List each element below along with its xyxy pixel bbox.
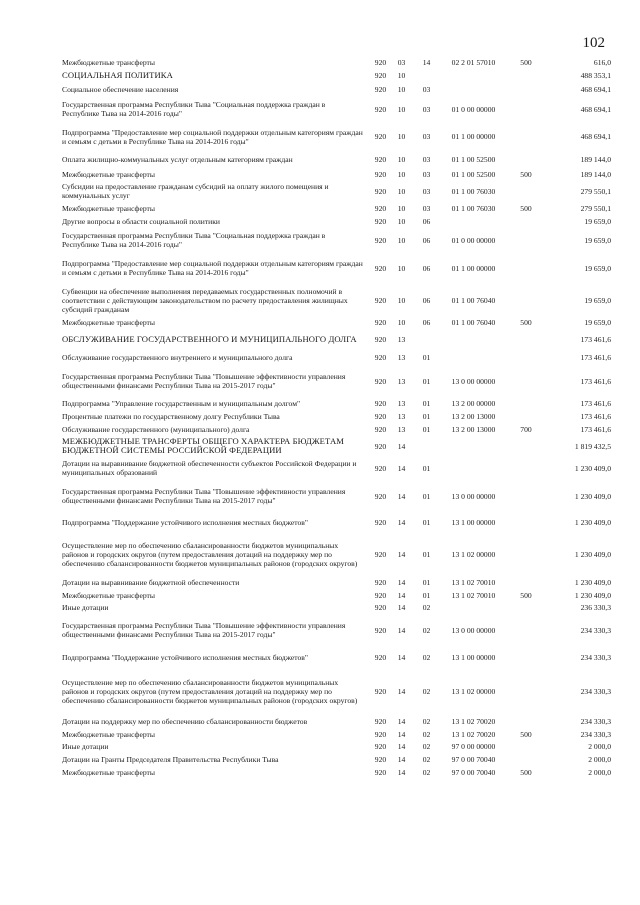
row-amount: 1 230 409,0 <box>574 590 611 600</box>
row-target-article: 13 1 02 70010 <box>451 590 496 600</box>
row-section-code: 13 <box>397 352 406 362</box>
row-subsection-code: 06 <box>422 235 431 245</box>
row-expense-type: 500 <box>520 729 532 739</box>
row-subsection-code: 14 <box>422 58 431 67</box>
row-target-article: 13 0 00 00000 <box>451 491 496 501</box>
row-subsection-code: 01 <box>422 425 431 434</box>
row-section-code: 10 <box>397 295 406 305</box>
row-target-article: 13 1 02 00000 <box>451 549 496 559</box>
row-target-article: 01 0 00 00000 <box>451 235 496 245</box>
row-subsection-code <box>412 69 441 82</box>
table-row <box>62 589 611 601</box>
row-expense-type: 500 <box>520 58 532 67</box>
row-department-code: 920 <box>374 549 387 559</box>
row-expense-type <box>506 365 546 397</box>
row-amount: 236 330,3 <box>580 603 611 612</box>
budget-table-body <box>62 56 611 778</box>
row-amount: 1 230 409,0 <box>574 578 611 587</box>
row-expense-type: 700 <box>520 425 532 434</box>
row-department-code: 920 <box>374 463 387 473</box>
row-amount: 279 550,1 <box>580 203 611 213</box>
row-section-code: 10 <box>397 186 406 196</box>
row-amount: 616,0 <box>593 58 611 67</box>
row-target-article: 01 1 00 52500 <box>451 155 496 164</box>
row-section-code: 14 <box>397 578 406 587</box>
row-expense-type <box>506 329 546 349</box>
row-target-article <box>441 215 506 228</box>
row-target-article <box>441 601 506 614</box>
row-expense-type <box>506 532 546 576</box>
row-expense-type <box>506 480 546 512</box>
table-row <box>62 456 611 480</box>
row-section-code: 14 <box>397 491 406 501</box>
row-amount: 173 461,6 <box>580 352 611 362</box>
row-expense-type <box>506 410 546 423</box>
row-target-article <box>441 82 506 97</box>
row-subsection-code: 06 <box>422 318 431 327</box>
row-expense-type <box>506 456 546 480</box>
row-name: Межбюджетные трансферты <box>62 767 155 777</box>
row-subsection-code: 01 <box>422 463 431 473</box>
table-row <box>62 365 611 397</box>
row-amount: 468 694,1 <box>580 85 611 94</box>
row-subsection-code: 03 <box>422 203 431 213</box>
row-amount: 279 550,1 <box>580 186 611 196</box>
row-target-article: 13 1 02 70010 <box>451 578 496 587</box>
table-row <box>62 753 611 766</box>
row-section-code: 10 <box>397 85 406 94</box>
row-subsection-code: 01 <box>422 352 431 362</box>
row-name: Межбюджетные трансферты <box>62 58 155 67</box>
row-expense-type <box>506 397 546 410</box>
row-department-code: 920 <box>374 716 387 726</box>
row-expense-type <box>506 82 546 97</box>
row-name: Обслуживание государственного внутреннего и муниципального долга <box>62 352 293 362</box>
row-name: Подпрограмма "Предоставление мер социальной поддержки отдельным категориям граждан и семьям с детьми в Республике Тыва на 2014-2016 годы" <box>62 259 363 277</box>
row-section-code: 13 <box>397 334 406 344</box>
table-row <box>62 512 611 532</box>
row-subsection-code: 02 <box>422 716 431 726</box>
row-subsection-code: 03 <box>422 132 431 141</box>
row-amount: 19 659,0 <box>584 217 611 226</box>
row-name: Подпрограмма "Управление государственным и муниципальным долгом" <box>62 399 301 408</box>
row-department-code: 920 <box>374 652 387 662</box>
row-subsection-code: 03 <box>422 186 431 196</box>
row-subsection-code: 06 <box>422 295 431 305</box>
row-target-article: 01 1 00 52500 <box>451 169 496 179</box>
row-target-article: 13 1 02 70020 <box>451 729 496 739</box>
row-section-code: 14 <box>397 517 406 527</box>
row-target-article: 13 1 02 00000 <box>451 686 496 696</box>
row-subsection-code: 02 <box>422 742 431 751</box>
row-department-code: 920 <box>374 729 387 739</box>
row-subsection-code: 02 <box>422 755 431 764</box>
table-row <box>62 228 611 252</box>
row-name: Межбюджетные трансферты <box>62 729 155 739</box>
budget-table <box>62 56 611 778</box>
row-section-code: 14 <box>397 549 406 559</box>
row-target-article: 01 1 00 76040 <box>451 295 496 305</box>
row-expense-type <box>506 753 546 766</box>
row-expense-type <box>506 97 546 121</box>
row-target-article: 13 1 00 00000 <box>451 517 496 527</box>
row-subsection-code: 06 <box>422 263 431 273</box>
row-department-code: 920 <box>374 186 387 196</box>
row-amount: 468 694,1 <box>580 104 611 114</box>
row-subsection-code <box>412 436 441 456</box>
row-amount: 19 659,0 <box>584 295 611 305</box>
row-expense-type <box>506 69 546 82</box>
row-department-code: 920 <box>374 132 387 141</box>
row-subsection-code: 01 <box>422 399 431 408</box>
row-expense-type: 500 <box>520 203 532 213</box>
row-department-code: 920 <box>374 755 387 764</box>
row-subsection-code: 02 <box>422 729 431 739</box>
row-expense-type: 500 <box>520 590 532 600</box>
row-name: Подпрограмма "Поддержание устойчивого исполнения местных бюджетов" <box>62 517 308 527</box>
row-name: Межбюджетные трансферты <box>62 203 155 213</box>
row-amount: 173 461,6 <box>580 399 611 408</box>
row-name: Социальное обеспечение населения <box>62 85 179 94</box>
table-row <box>62 121 611 152</box>
row-amount: 234 330,3 <box>580 686 611 696</box>
row-section-code: 03 <box>397 58 406 67</box>
row-department-code: 920 <box>374 71 387 80</box>
row-section-code: 13 <box>397 412 406 421</box>
row-section-code: 10 <box>397 169 406 179</box>
row-subsection-code: 03 <box>422 85 431 94</box>
row-section-code: 14 <box>397 603 406 612</box>
row-subsection-code: 03 <box>422 155 431 164</box>
row-amount: 488 353,1 <box>580 71 611 80</box>
table-row <box>62 349 611 365</box>
row-expense-type: 500 <box>520 767 532 777</box>
row-section-code: 14 <box>397 716 406 726</box>
table-row <box>62 423 611 436</box>
table-row <box>62 397 611 410</box>
row-subsection-code: 01 <box>422 549 431 559</box>
row-section-code: 10 <box>397 203 406 213</box>
row-amount: 19 659,0 <box>584 263 611 273</box>
row-amount: 173 461,6 <box>580 334 611 344</box>
row-target-article: 97 0 00 00000 <box>451 742 496 751</box>
row-section-code: 10 <box>397 318 406 327</box>
table-row <box>62 56 611 69</box>
row-expense-type <box>506 436 546 456</box>
row-amount: 468 694,1 <box>580 132 611 141</box>
row-department-code: 920 <box>374 441 387 451</box>
table-row <box>62 181 611 201</box>
row-amount: 1 230 409,0 <box>574 517 611 527</box>
row-department-code: 920 <box>374 625 387 635</box>
row-amount: 19 659,0 <box>584 235 611 245</box>
row-target-article: 13 0 00 00000 <box>451 625 496 635</box>
table-row <box>62 167 611 181</box>
row-subsection-code: 01 <box>422 590 431 600</box>
table-row <box>62 614 611 646</box>
row-department-code: 920 <box>374 318 387 327</box>
row-target-article: 13 2 00 13000 <box>451 412 496 421</box>
row-name: Процентные платежи по государственному долгу Республики Тыва <box>62 412 280 421</box>
row-subsection-code <box>412 329 441 349</box>
row-amount: 2 000,0 <box>588 767 611 777</box>
table-row <box>62 646 611 668</box>
table-row <box>62 82 611 97</box>
row-subsection-code: 01 <box>422 412 431 421</box>
table-row <box>62 252 611 284</box>
row-name: Государственная программа Республики Тыва "Социальная поддержка граждан в Республике Тыва на 2014-2016 годы" <box>62 100 326 118</box>
row-expense-type <box>506 601 546 614</box>
row-section-code: 10 <box>397 263 406 273</box>
row-target-article: 01 1 00 76040 <box>451 318 496 327</box>
row-section-code: 10 <box>397 132 406 141</box>
row-department-code: 920 <box>374 352 387 362</box>
table-row <box>62 329 611 349</box>
row-target-article: 01 1 00 76030 <box>451 186 496 196</box>
table-row <box>62 728 611 740</box>
row-target-article: 13 0 00 00000 <box>451 376 496 386</box>
row-name: Дотации на поддержку мер по обеспечению сбалансированности бюджетов <box>62 716 308 726</box>
row-section-code: 14 <box>397 652 406 662</box>
table-row <box>62 69 611 82</box>
row-expense-type <box>506 284 546 316</box>
row-amount: 189 144,0 <box>580 169 611 179</box>
row-department-code: 920 <box>374 58 387 67</box>
table-row <box>62 480 611 512</box>
row-expense-type <box>506 740 546 753</box>
row-amount: 173 461,6 <box>580 412 611 421</box>
row-amount: 234 330,3 <box>580 652 611 662</box>
table-row <box>62 740 611 753</box>
row-department-code: 920 <box>374 169 387 179</box>
table-row <box>62 284 611 316</box>
row-section-code: 14 <box>397 441 406 451</box>
row-name: Межбюджетные трансферты <box>62 169 155 179</box>
row-department-code: 920 <box>374 517 387 527</box>
row-name: Иные дотации <box>62 742 109 751</box>
row-department-code: 920 <box>374 603 387 612</box>
row-target-article <box>441 436 506 456</box>
row-department-code: 920 <box>374 491 387 501</box>
row-target-article <box>441 349 506 365</box>
row-section-code: 13 <box>397 376 406 386</box>
row-department-code: 920 <box>374 742 387 751</box>
table-row <box>62 668 611 714</box>
table-row <box>62 576 611 589</box>
row-department-code: 920 <box>374 686 387 696</box>
row-amount: 173 461,6 <box>580 425 611 434</box>
row-department-code: 920 <box>374 376 387 386</box>
row-expense-type <box>506 152 546 167</box>
row-expense-type <box>506 576 546 589</box>
row-subsection-code: 02 <box>422 652 431 662</box>
row-department-code: 920 <box>374 425 387 434</box>
row-expense-type: 500 <box>520 169 532 179</box>
row-department-code: 920 <box>374 155 387 164</box>
row-department-code: 920 <box>374 578 387 587</box>
row-name: СОЦИАЛЬНАЯ ПОЛИТИКА <box>62 70 173 80</box>
row-name: Государственная программа Республики Тыва "Повышение эффективности управления общественными финансами Республики Тыва на 2015-2017 годы" <box>62 621 346 639</box>
row-subsection-code: 01 <box>422 376 431 386</box>
row-name: Оплата жилищно-коммунальных услуг отдельным категориям граждан <box>62 155 293 164</box>
row-subsection-code: 02 <box>422 625 431 635</box>
row-amount: 1 230 409,0 <box>574 491 611 501</box>
row-amount: 1 230 409,0 <box>574 463 611 473</box>
row-section-code: 14 <box>397 729 406 739</box>
row-section-code: 14 <box>397 742 406 751</box>
row-department-code: 920 <box>374 412 387 421</box>
row-expense-type <box>506 714 546 728</box>
table-row <box>62 215 611 228</box>
row-section-code: 13 <box>397 425 406 434</box>
row-amount: 2 000,0 <box>588 742 611 751</box>
row-name: Иные дотации <box>62 603 109 612</box>
row-name: Обслуживание государственного (муниципального) долга <box>62 425 250 434</box>
row-amount: 173 461,6 <box>580 376 611 386</box>
row-amount: 234 330,3 <box>580 625 611 635</box>
row-subsection-code: 03 <box>422 104 431 114</box>
row-name: Дотации на выравнивание бюджетной обеспеченности субъектов Российской Федерации и муниципальных образований <box>62 459 357 477</box>
row-section-code: 14 <box>397 590 406 600</box>
row-target-article: 01 1 00 00000 <box>451 132 496 141</box>
row-subsection-code: 02 <box>422 603 431 612</box>
row-section-code: 14 <box>397 463 406 473</box>
row-name: Дотации на выравнивание бюджетной обеспеченности <box>62 578 240 587</box>
row-name: Подпрограмма "Поддержание устойчивого исполнения местных бюджетов" <box>62 652 308 662</box>
row-expense-type <box>506 215 546 228</box>
row-section-code: 14 <box>397 755 406 764</box>
row-target-article: 01 0 00 00000 <box>451 104 496 114</box>
row-name: Подпрограмма "Предоставление мер социальной поддержки отдельным категориям граждан и семьям с детьми в Республике Тыва на 2014-2016 годы" <box>62 127 363 146</box>
row-expense-type <box>506 349 546 365</box>
row-expense-type <box>506 668 546 714</box>
row-target-article: 97 0 00 70040 <box>451 767 496 777</box>
row-amount: 234 330,3 <box>580 716 611 726</box>
row-section-code: 10 <box>397 155 406 164</box>
row-subsection-code: 01 <box>422 578 431 587</box>
row-name: Государственная программа Республики Тыва "Повышение эффективности управления общественными финансами Республики Тыва на 2015-2017 годы" <box>62 372 346 390</box>
table-row <box>62 152 611 167</box>
table-row <box>62 601 611 614</box>
row-department-code: 920 <box>374 399 387 408</box>
row-section-code: 10 <box>397 235 406 245</box>
row-name: ОБСЛУЖИВАНИЕ ГОСУДАРСТВЕННОГО И МУНИЦИПАЛЬНОГО ДОЛГА <box>62 333 357 344</box>
row-name: Межбюджетные трансферты <box>62 318 155 327</box>
row-amount: 1 819 432,5 <box>574 441 611 451</box>
row-target-article: 13 1 02 70020 <box>451 716 496 726</box>
row-target-article: 02 2 01 57010 <box>451 58 496 67</box>
row-target-article <box>441 69 506 82</box>
row-target-article: 97 0 00 70040 <box>451 755 496 764</box>
row-department-code: 920 <box>374 104 387 114</box>
row-subsection-code: 02 <box>422 767 431 777</box>
row-department-code: 920 <box>374 334 387 344</box>
row-target-article <box>441 456 506 480</box>
row-department-code: 920 <box>374 217 387 226</box>
row-name: Дотации на Гранты Председателя Правительства Республики Тыва <box>62 755 279 764</box>
row-name: Государственная программа Республики Тыва "Повышение эффективности управления общественными финансами Республики Тыва на 2015-2017 годы" <box>62 487 346 505</box>
row-department-code: 920 <box>374 235 387 245</box>
row-department-code: 920 <box>374 263 387 273</box>
row-target-article: 13 1 00 00000 <box>451 652 496 662</box>
row-expense-type <box>506 252 546 284</box>
row-amount: 19 659,0 <box>584 318 611 327</box>
row-section-code: 10 <box>397 71 406 80</box>
row-target-article: 01 1 00 76030 <box>451 203 496 213</box>
row-subsection-code: 01 <box>422 491 431 501</box>
row-department-code: 920 <box>374 295 387 305</box>
row-expense-type <box>506 181 546 201</box>
row-department-code: 920 <box>374 767 387 777</box>
row-amount: 2 000,0 <box>588 755 611 764</box>
row-target-article: 01 1 00 00000 <box>451 263 496 273</box>
row-amount: 189 144,0 <box>580 155 611 164</box>
row-section-code: 13 <box>397 399 406 408</box>
table-row <box>62 532 611 576</box>
row-name: Субсидии на предоставление гражданам субсидий на оплату жилого помещения и коммунальных услуг <box>62 182 329 200</box>
row-target-article: 13 2 00 00000 <box>451 399 496 408</box>
row-expense-type <box>506 512 546 532</box>
row-section-code: 14 <box>397 767 406 777</box>
row-name: Субвенции на обеспечение выполнения передаваемых государственных полномочий в соответствии с действующим законодательством по расчету предоставления жилищных субсидий гражданам <box>62 286 348 314</box>
table-row <box>62 714 611 728</box>
row-department-code: 920 <box>374 203 387 213</box>
row-section-code: 10 <box>397 104 406 114</box>
table-row <box>62 316 611 329</box>
table-row <box>62 766 611 778</box>
row-expense-type <box>506 228 546 252</box>
row-subsection-code: 02 <box>422 686 431 696</box>
row-name: МЕЖБЮДЖЕТНЫЕ ТРАНСФЕРТЫ ОБЩЕГО ХАРАКТЕРА БЮДЖЕТАМ БЮДЖЕТНОЙ СИСТЕМЫ РОССИЙСКОЙ ФЕДЕРАЦИИ <box>62 436 344 455</box>
row-subsection-code: 03 <box>422 169 431 179</box>
row-section-code: 14 <box>397 625 406 635</box>
row-expense-type: 500 <box>520 318 532 327</box>
row-subsection-code: 01 <box>422 517 431 527</box>
table-row <box>62 410 611 423</box>
row-target-article: 13 2 00 13000 <box>451 425 496 434</box>
row-expense-type <box>506 614 546 646</box>
row-target-article <box>441 329 506 349</box>
row-department-code: 920 <box>374 590 387 600</box>
row-section-code: 14 <box>397 686 406 696</box>
row-name: Другие вопросы в области социальной политики <box>62 217 220 226</box>
row-department-code: 920 <box>374 85 387 94</box>
row-name: Осуществление мер по обеспечению сбалансированности бюджетов муниципальных районов и городских округов (путем предоставления дотаций на поддержку мер по обеспечению сбалансированности бюджетов муниципальных районов (городских округов) <box>62 677 358 705</box>
row-name: Осуществление мер по обеспечению сбалансированности бюджетов муниципальных районов и городских округов (путем предоставления дотаций на поддержку мер по обеспечению сбалансированности бюджетов муниципальных районов (городских округов) <box>62 540 358 568</box>
page-number: 102 <box>582 35 605 51</box>
row-section-code: 10 <box>397 217 406 226</box>
row-amount: 1 230 409,0 <box>574 549 611 559</box>
row-name: Межбюджетные трансферты <box>62 590 155 600</box>
table-row <box>62 436 611 456</box>
row-name: Государственная программа Республики Тыва "Социальная поддержка граждан в Республике Тыва на 2014-2016 годы" <box>62 231 326 249</box>
row-expense-type <box>506 646 546 668</box>
table-row <box>62 201 611 215</box>
row-subsection-code: 06 <box>422 217 431 226</box>
table-row <box>62 97 611 121</box>
row-expense-type <box>506 121 546 152</box>
row-amount: 234 330,3 <box>580 729 611 739</box>
